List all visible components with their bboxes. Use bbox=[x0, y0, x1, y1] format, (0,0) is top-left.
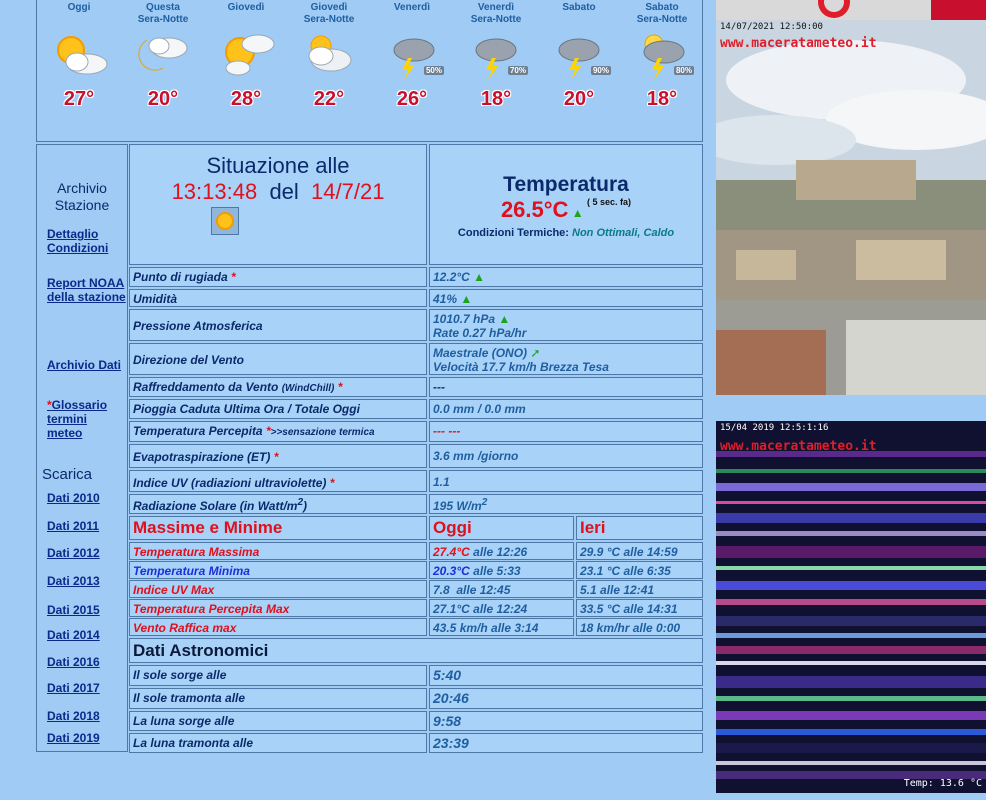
temperature-title: Temperatura bbox=[503, 173, 629, 196]
row-label-humidity: Umidità bbox=[129, 289, 427, 307]
situation-timestamp: 13:13:48 del 14/7/21 bbox=[171, 179, 385, 204]
row-value-uv-index: 1.1 bbox=[429, 470, 703, 492]
wind-arrow-icon: ➚ bbox=[530, 346, 541, 360]
forecast-day-sublabel: Sera-Notte bbox=[470, 14, 522, 25]
storm-icon bbox=[454, 26, 538, 84]
moon-cloud-icon bbox=[121, 26, 205, 84]
forecast-day-label: Giovedì bbox=[227, 2, 265, 13]
situation-title: Situazione alle bbox=[206, 153, 350, 178]
rain-probability: 80% bbox=[675, 66, 692, 75]
sidebar-link-glossario[interactable]: *Glossario termini meteo bbox=[47, 398, 108, 440]
row-value-solar-radiation: 195 $W/m^2$ bbox=[429, 494, 703, 514]
extremes-title: Massime e Minime bbox=[129, 516, 427, 540]
astro-title: Dati Astronomici bbox=[129, 638, 703, 663]
temperature-panel bbox=[429, 144, 703, 265]
row-value-windchill: --- bbox=[429, 377, 703, 397]
forecast-day-label: Giovedì bbox=[310, 2, 348, 13]
storm-icon bbox=[370, 26, 454, 84]
sun-cloud-icon bbox=[204, 26, 288, 84]
forecast-temp: 20° bbox=[147, 88, 179, 110]
forecast-day bbox=[537, 0, 621, 111]
storm-night-icon bbox=[620, 26, 704, 84]
row-value-evapotranspiration: 3.6 mm /giorno bbox=[429, 444, 703, 468]
forecast-temp: 18° bbox=[646, 88, 678, 110]
forecast-temp: 18° bbox=[480, 88, 512, 110]
row-value-humidity: 41% ▲ bbox=[429, 289, 703, 307]
forecast-day-sublabel: Sera-Notte bbox=[636, 14, 688, 25]
webcam2-timestamp: 15/04 2019 12:5:1:16 bbox=[720, 423, 829, 433]
webcam-watermark: www.maceratameteo.it bbox=[720, 36, 877, 51]
forecast-day bbox=[204, 0, 288, 111]
astro-row-label: Il sole sorge alle bbox=[129, 665, 427, 686]
webcam-timestamp: 14/07/2021 12:50:00 bbox=[720, 22, 823, 32]
forecast-day bbox=[454, 0, 538, 111]
webcam2-watermark: www.maceratameteo.it bbox=[720, 439, 877, 454]
extremes-row-label: Temperatura Minima bbox=[129, 561, 427, 579]
webcam-glitched-image[interactable] bbox=[716, 421, 986, 793]
webcam-city-image bbox=[716, 0, 986, 395]
sun-icon bbox=[211, 207, 239, 235]
row-value-pressure: 1010.7 hPa ▲ Rate 0.27 hPa/hr bbox=[429, 309, 703, 341]
extremes-row-today: 43.5 km/h alle 3:14 bbox=[429, 618, 574, 636]
extremes-today-header: Oggi bbox=[429, 516, 574, 540]
astro-row-label: Il sole tramonta alle bbox=[129, 688, 427, 709]
forecast-day bbox=[620, 0, 704, 111]
astro-row-value: 5:40 bbox=[429, 665, 703, 686]
storm-icon bbox=[537, 26, 621, 84]
download-link[interactable]: Dati 2019 bbox=[47, 731, 100, 745]
forecast-day bbox=[121, 0, 205, 111]
forecast-day-label: Venerdì bbox=[393, 2, 431, 13]
row-label-dew-point: Punto di rugiada * bbox=[129, 267, 427, 287]
astro-row-label: La luna tramonta alle bbox=[129, 733, 427, 753]
row-label-perceived-temp: Temperatura Percepita *>>sensazione termica bbox=[129, 421, 427, 442]
sidebar bbox=[36, 144, 128, 752]
webcam2-temperature: Temp: 13.6 °C bbox=[903, 778, 982, 789]
arrow-up-icon: ▲ bbox=[473, 270, 486, 284]
row-label-evapotranspiration: Evapotraspirazione (ET) * bbox=[129, 444, 427, 468]
situation-panel bbox=[129, 144, 427, 265]
extremes-row-today: 7.8 alle 12:45 bbox=[429, 580, 574, 598]
sun-cloud-icon bbox=[37, 26, 121, 84]
download-link[interactable]: Dati 2011 bbox=[47, 519, 100, 533]
astro-row-value: 9:58 bbox=[429, 711, 703, 731]
forecast-day-sublabel: Sera-Notte bbox=[303, 14, 355, 25]
download-link[interactable]: Dati 2010 bbox=[47, 491, 100, 505]
scarica-heading: Scarica bbox=[42, 466, 93, 483]
extremes-row-yesterday: 18 km/hr alle 0:00 bbox=[576, 618, 703, 636]
extremes-row-label: Vento Raffica max bbox=[129, 618, 427, 636]
glitch-noise-image bbox=[716, 421, 986, 793]
extremes-row-today: 27.1°C alle 12:24 bbox=[429, 599, 574, 617]
row-value-wind: Maestrale (ONO) ➚ Velocità 17.7 km/h Brezza Tesa bbox=[429, 343, 703, 375]
extremes-row-today: 20.3°C alle 5:33 bbox=[429, 561, 574, 579]
forecast-day bbox=[37, 0, 121, 111]
arrow-up-icon: ▲ bbox=[571, 206, 584, 220]
row-label-solar-radiation: Radiazione Solare (in Watt/$m^2$) bbox=[129, 494, 427, 514]
row-value-rain: 0.0 mm / 0.0 mm bbox=[429, 399, 703, 419]
extremes-yesterday-header: Ieri bbox=[576, 516, 703, 540]
temperature-age: ( 5 sec. fa) bbox=[587, 197, 632, 207]
download-link[interactable]: Dati 2013 bbox=[47, 574, 100, 588]
row-label-uv-index: Indice UV (radiazioni ultraviolette) * bbox=[129, 470, 427, 492]
extremes-row-today: 27.4°C alle 12:26 bbox=[429, 542, 574, 560]
download-link[interactable]: Dati 2018 bbox=[47, 709, 100, 723]
download-link[interactable]: Dati 2016 bbox=[47, 655, 100, 669]
download-link[interactable]: Dati 2012 bbox=[47, 546, 100, 560]
forecast-day-label: Venerdì bbox=[477, 2, 515, 13]
arrow-up-icon: ▲ bbox=[460, 292, 473, 306]
forecast-day bbox=[370, 0, 454, 111]
row-label-pressure: Pressione Atmosferica bbox=[129, 309, 427, 341]
extremes-row-label: Indice UV Max bbox=[129, 580, 427, 598]
sidebar-link-archivio-dati[interactable]: Archivio Dati bbox=[47, 358, 122, 372]
extremes-row-label: Temperatura Percepita Max bbox=[129, 599, 427, 617]
download-link[interactable]: Dati 2015 bbox=[47, 603, 100, 617]
row-label-rain: Pioggia Caduta Ultima Ora / Totale Oggi bbox=[129, 399, 427, 419]
webcam-image[interactable] bbox=[716, 0, 986, 395]
forecast-day-label: Oggi bbox=[67, 2, 91, 13]
rain-probability: 70% bbox=[509, 66, 526, 75]
thermal-cond-label: Condizioni Termiche: bbox=[457, 227, 569, 239]
sidebar-link-dettaglio[interactable]: Dettaglio Condizioni bbox=[47, 227, 109, 255]
row-label-wind-direction: Direzione del Vento bbox=[129, 343, 427, 375]
row-value-dew-point: 12.2°C ▲ bbox=[429, 267, 703, 287]
forecast-day-label: Sabato bbox=[562, 2, 596, 13]
forecast-temp: 28° bbox=[230, 88, 262, 110]
forecast-day-label: Questa bbox=[146, 2, 180, 13]
extremes-row-yesterday: 5.1 alle 12:41 bbox=[576, 580, 703, 598]
sidebar-link-noaa[interactable]: Report NOAA della stazione bbox=[47, 276, 126, 304]
row-label-windchill: Raffreddamento da Vento (WindChill) * bbox=[129, 377, 427, 397]
forecast-day-sublabel: Sera-Notte bbox=[137, 14, 189, 25]
archive-title: Archivio Stazione bbox=[54, 180, 110, 213]
cloud-icon bbox=[287, 26, 371, 84]
astro-row-label: La luna sorge alle bbox=[129, 711, 427, 731]
arrow-up-icon: ▲ bbox=[498, 312, 511, 326]
astro-row-value: 20:46 bbox=[429, 688, 703, 709]
forecast-temp: 27° bbox=[63, 88, 95, 110]
rain-probability: 50% bbox=[425, 66, 442, 75]
download-link[interactable]: Dati 2014 bbox=[47, 628, 100, 642]
extremes-row-yesterday: 29.9 °C alle 14:59 bbox=[576, 542, 703, 560]
forecast-strip bbox=[36, 0, 703, 142]
rain-probability: 90% bbox=[592, 66, 609, 75]
temperature-value: 26.5°C bbox=[500, 197, 569, 222]
row-value-perceived-temp: --- --- bbox=[429, 421, 703, 442]
extremes-row-label: Temperatura Massima bbox=[129, 542, 427, 560]
extremes-row-yesterday: 23.1 °C alle 6:35 bbox=[576, 561, 703, 579]
forecast-temp: 20° bbox=[563, 88, 595, 110]
forecast-day-label: Sabato bbox=[645, 2, 679, 13]
forecast-temp: 22° bbox=[313, 88, 345, 110]
download-link[interactable]: Dati 2017 bbox=[47, 681, 100, 695]
extremes-row-yesterday: 33.5 °C alle 14:31 bbox=[576, 599, 703, 617]
astro-row-value: 23:39 bbox=[429, 733, 703, 753]
forecast-day bbox=[287, 0, 371, 111]
forecast-temp: 26° bbox=[396, 88, 428, 110]
thermal-cond-value: Non Ottimali, Caldo bbox=[572, 227, 675, 239]
